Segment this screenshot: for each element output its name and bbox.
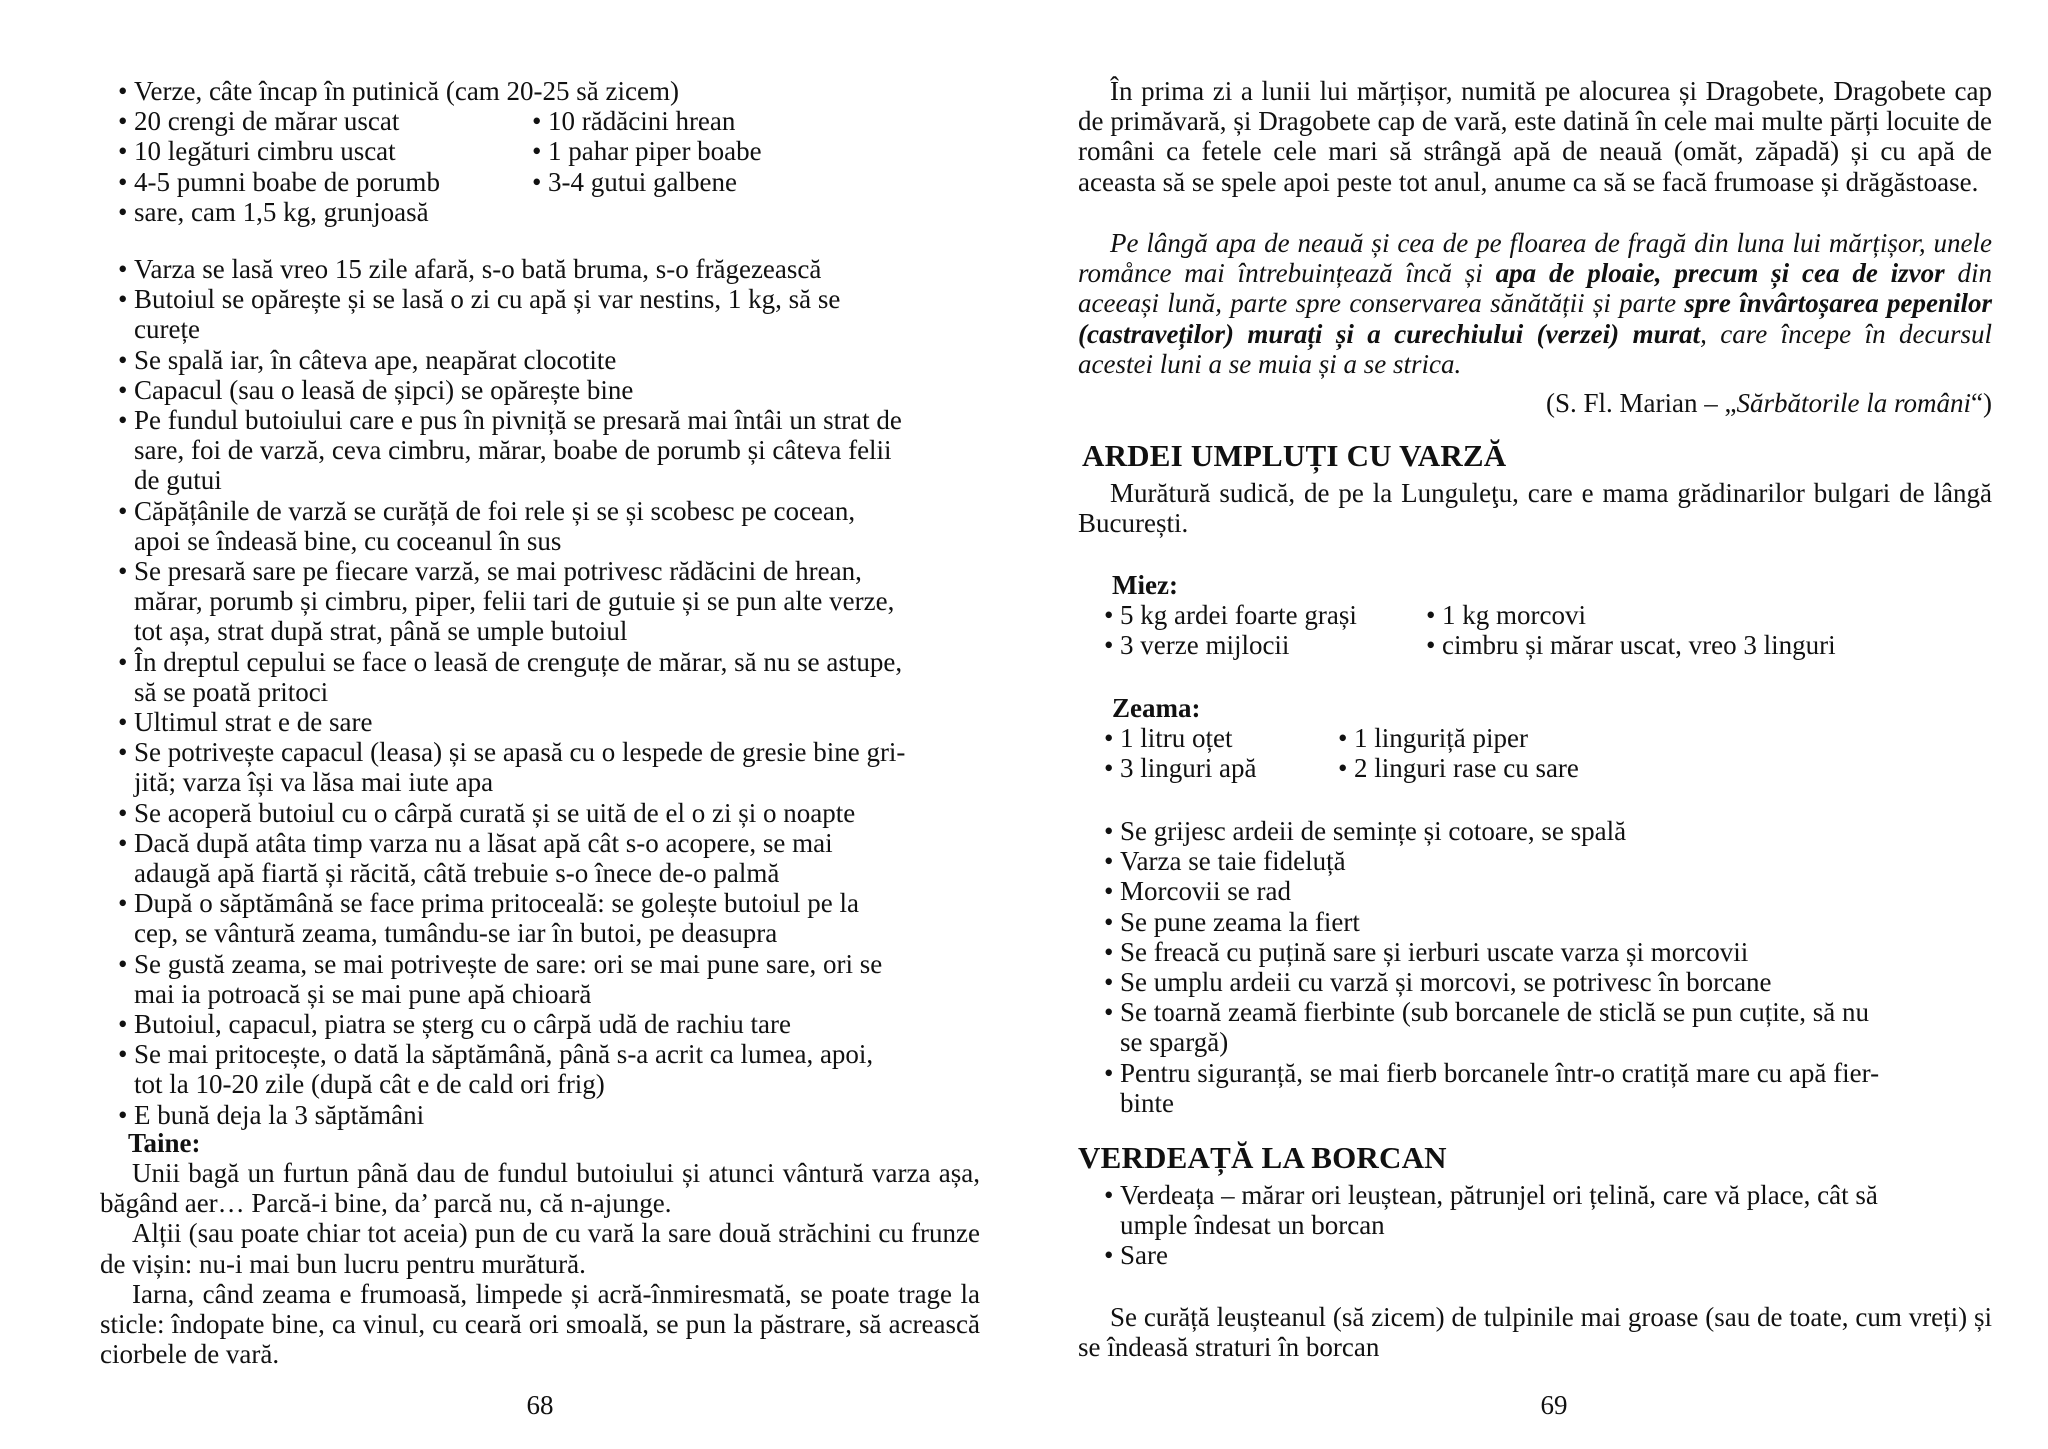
ingredient-item: • sare, cam 1,5 kg, grunjoasă [118,197,958,227]
step-item: • Se presară sare pe fiecare varză, se mai potrivesc rădăcini de hrean, mărar, porumb și cimbru, piper, felii tari de gutuie și se pun alte verze, tot așa, strat după strat, până se umple butoiul [118,556,958,647]
miez-item: • 1 kg morcovi [1426,600,1836,630]
step-item: • Pe fundul butoiului care e pus în pivniță se presară mai întâi un strat de sare, foi de varză, ceva cimbru, mărar, boabe de porumb și câteva felii de gutui [118,405,958,496]
recipe-title-verdeata: VERDEAȚĂ LA BORCAN [1078,1140,1447,1175]
recipe-step: • Se toarnă zeamă fierbinte (sub borcanele de sticlă se pun cuțite, să nu se spargă) [1104,997,1994,1057]
step-item: • Butoiul, capacul, piatra se șterg cu o cârpă udă de rachiu tare [118,1009,958,1039]
ingredient-list [118,76,958,227]
taine-paragraph: Iarna, când zeama e frumoasă, limpede și acră-înmiresmată, se poate trage la sticle: îndopate bine, ca vinul, cu ceară ori smoală, se pun la păstrare, să acrească ciorbele de vară. [100,1278,980,1370]
step-item: • Varza se lasă vreo 15 zile afară, s-o bată bruma, s-o frăgezească [118,254,958,284]
ingredient-item: • Verze, câte încap în putinică (cam 20-25 să zicem) [118,76,958,106]
step-item: • Butoiul se opărește și se lasă o zi cu apă și var nestins, 1 kg, să se curețe [118,284,958,344]
ingredient-item: • 20 crengi de mărar uscat [118,106,532,136]
citation-author: (S. Fl. Marian – „ [1546,388,1737,418]
miez-item: • 3 verze mijlocii [1104,630,1426,660]
step-item: • Se spală iar, în câteva ape, neapărat clocotite [118,345,958,375]
recipe-intro: Murătură sudică, de pe la Lunguleţu, care e mama grădinarilor bulgari de lângă București. [1078,478,1992,539]
ingredient-item: • 10 rădăcini hrean [532,106,958,136]
intro-paragraph: În prima zi a lunii lui mărțișor, numită pe alocurea și Dragobete, Dragobete cap de primăvară, și Dragobete cap de vară, este datină în cele mai multe părți locuite de români ca fetele cele mari să strângă apă de neauă (omăt, zăpadă) și cu apă de aceasta să se spele apoi peste tot anul, anume ca să se facă frumoase și drăgăstoase. [1078,76,1992,197]
step-item: • După o săptămână se face prima pritoceală: se golește butoiul pe la cep, se vântură zeama, tumându-se iar în butoi, pe deasupra [118,888,958,948]
miez-list [1104,600,1836,660]
ingredient-item: • 10 legături cimbru uscat [118,136,532,166]
step-item: • Ultimul strat e de sare [118,707,958,737]
recipe-step: • Se pune zeama la fiert [1104,907,1994,937]
steps-list [118,254,958,1130]
recipe-step: • Morcovii se rad [1104,876,1994,906]
quote-emphasis: apa de ploaie, precum și cea de izvor [1495,258,1945,289]
step-item: • Se gustă zeama, se mai potrivește de sare: ori se mai pune sare, ori se mai ia potroacă și se mai pune apă chioară [118,949,958,1009]
citation-title: Sărbătorile la români [1736,388,1972,418]
taine-section [100,1158,980,1369]
page-number-right: 69 [1540,1390,1568,1420]
verdeata-item: • Verdeața – mărar ori leuștean, pătrunjel ori țelină, care vă place, cât să umple îndesat un borcan [1104,1180,1994,1240]
recipe-title-ardei: ARDEI UMPLUȚI CU VARZĂ [1082,438,1507,473]
verdeata-paragraph: Se curăță leușteanul (să zicem) de tulpinile mai groase (sau de toate, cum vreți) și se îndeasă straturi în borcan [1078,1302,1992,1363]
step-item: • Se potrivește capacul (leasa) și se apasă cu o lespede de gresie bine gri- jită; varza își va lăsa mai iute apa [118,737,958,797]
quote-text: Pe lângă apa de neauă și cea de pe floarea de fragă din luna lui mărțișor, unele romånce mai întrebuințează încă și [1078,228,1992,289]
citation-end: “) [1971,388,1992,418]
citation [1078,388,1992,418]
step-item: • Se acoperă butoiul cu o cârpă curată și se uită de el o zi și o noapte [118,798,958,828]
right-page [1024,0,2048,1449]
taine-paragraph: Unii bagă un furtun până dau de fundul butoiului și atunci vântură varza așa, băgând aer… Parcă-i bine, da’ parcă nu, că n-ajunge. [100,1158,980,1219]
recipe-step: • Pentru siguranță, se mai fierb borcanele într-o cratiță mare cu apă fier- binte [1104,1058,1994,1118]
ingredient-columns [118,106,958,197]
miez-item: • cimbru și mărar uscat, vreo 3 linguri [1426,630,1836,660]
taine-heading: Taine: [128,1128,201,1158]
zeama-item: • 2 linguri rase cu sare [1338,753,1579,783]
taine-paragraph: Alții (sau poate chiar tot aceia) pun de cu vară la sare două străchini cu frunze de vișin: nu-i mai bun lucru pentru murătură. [100,1218,980,1279]
zeama-item: • 1 litru oțet [1104,723,1338,753]
step-item: • E bună deja la 3 săptămâni [118,1100,958,1130]
zeama-item: • 3 linguri apă [1104,753,1338,783]
step-item: • Dacă după atâta timp varza nu a lăsat apă cât s-o acopere, se mai adaugă apă fiartă și răcită, câtă trebuie s-o înece de-o palmă [118,828,958,888]
recipe-step: • Se freacă cu puțină sare și ierburi uscate varza și morcovii [1104,937,1994,967]
recipe-steps [1104,816,1994,1118]
page-number-left: 68 [526,1390,554,1420]
verdeata-item: • Sare [1104,1240,1994,1270]
quote-emphasis: spre învârtoșarea pepenilor (castraveților) murați și a curechiului (verzei) murat [1078,288,1992,349]
quote-text: din aceeași lună, parte spre conservarea sănătății și parte [1078,258,1992,319]
miez-heading: Miez: [1112,570,1178,600]
recipe-step: • Varza se taie fideluță [1104,846,1994,876]
ingredient-item: • 4-5 pumni boabe de porumb [118,167,532,197]
recipe-step: • Se grijesc ardeii de semințe și cotoare, se spală [1104,816,1994,846]
step-item: • În dreptul cepului se face o leasă de crenguțe de mărar, să nu se astupe, să se poată pritoci [118,647,958,707]
verdeata-list [1104,1180,1994,1271]
step-item: • Căpățânile de varză se curăță de foi rele și se și scobesc pe cocean, apoi se îndeasă bine, cu coceanul în sus [118,496,958,556]
recipe-step: • Se umplu ardeii cu varză și morcovi, se potrivesc în borcane [1104,967,1994,997]
zeama-item: • 1 linguriță piper [1338,723,1579,753]
quote-text: , care începe în decursul acestei luni a se muia și a se strica. [1078,318,1992,379]
zeama-list [1104,723,1579,783]
ingredient-item: • 1 pahar piper boabe [532,136,958,166]
step-item: • Se mai pritocește, o dată la săptămână, până s-a acrit ca lumea, apoi, tot la 10-20 zile (după cât e de cald ori frig) [118,1039,958,1099]
step-item: • Capacul (sau o leasă de șipci) se opărește bine [118,375,958,405]
ingredient-item: • 3-4 gutui galbene [532,167,958,197]
miez-item: • 5 kg ardei foarte grași [1104,600,1426,630]
zeama-heading: Zeama: [1112,693,1201,723]
folklore-quote [1078,228,1992,379]
